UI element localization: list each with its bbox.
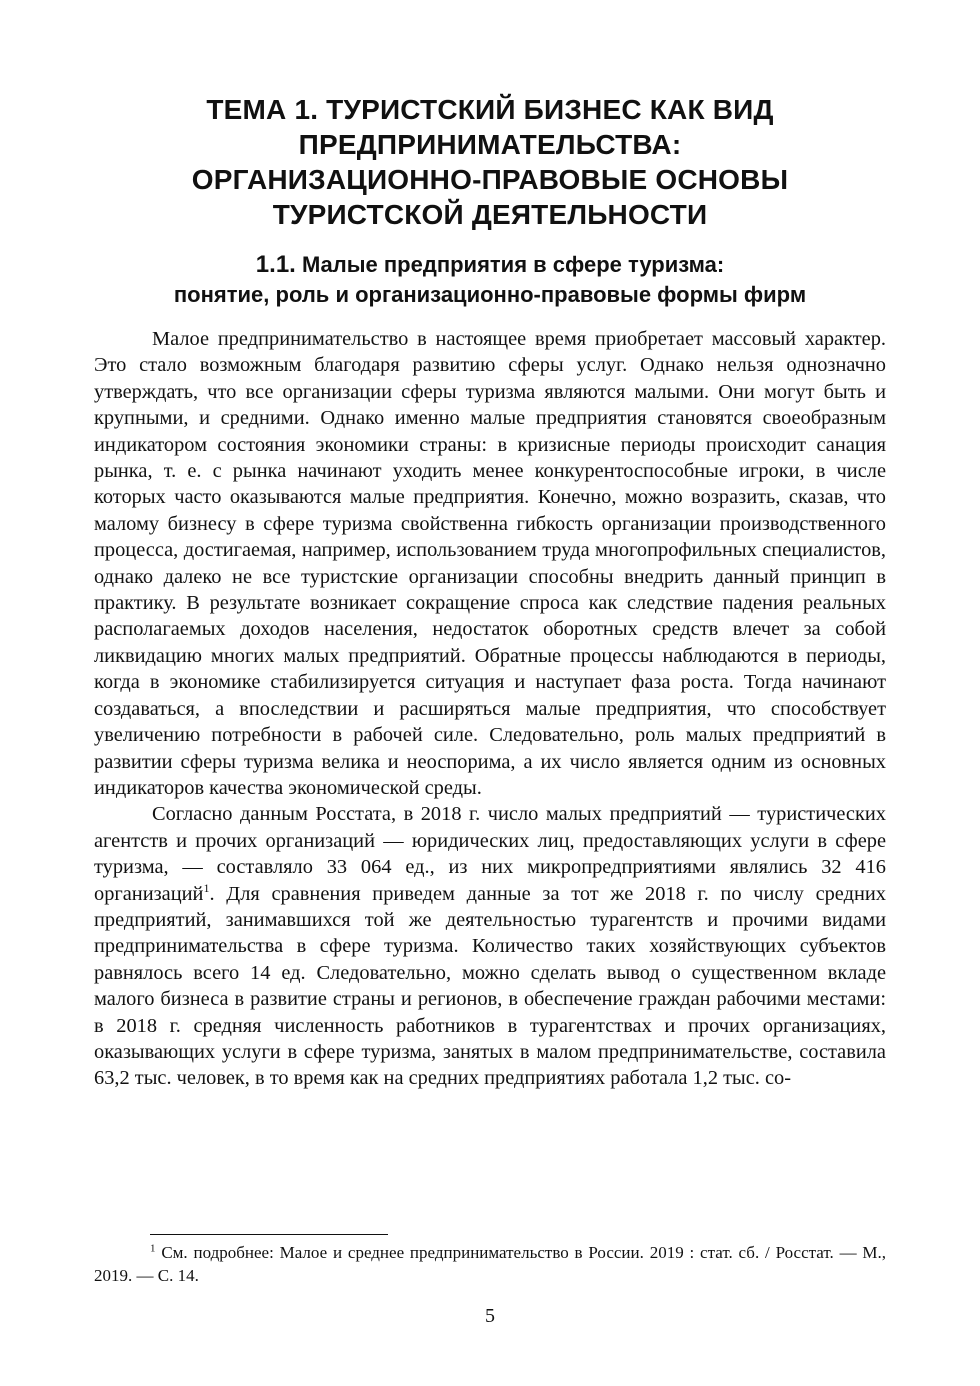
- footnote-text: См. подробнее: Малое и среднее предпринимательство в России. 2019 : стат. сб. / Росстат. — М., 2019. — С. 14.: [94, 1243, 886, 1285]
- chapter-title-line: ТУРИСТСКОЙ ДЕЯТЕЛЬНОСТИ: [272, 199, 708, 230]
- section-title-text: Малые предприятия в сфере туризма:: [301, 252, 725, 277]
- footnote-reference[interactable]: 1: [203, 880, 210, 895]
- section-title-line-1: [94, 250, 886, 280]
- paragraph-2: [94, 801, 886, 1091]
- chapter-title-line: ТЕМА 1. ТУРИСТСКИЙ БИЗНЕС КАК ВИД: [206, 94, 774, 125]
- paragraph-2-text-end: . Для сравнения приведем данные за тот же 2018 г. по числу средних предприятий, занимавшихся той же деятельностью турагентств и прочими видами предпринимательства в сфере туризма. Количество таких хозяйствующих субъектов равнялось всего 14 ед. Следовательно, можно сделать вывод о существенном вкладе малого бизнеса в развитие страны и регионов, в обеспечение граждан рабочими местами: в 2018 г. средняя численность работников в турагентствах и прочих организациях, оказывающих услуги в сфере туризма, занятых в малом предпринимательстве, составила 63,2 тыс. человек, в то время как на средних предприятиях работала 1,2 тыс. со-: [94, 882, 886, 1090]
- page-number: 5: [485, 1305, 495, 1327]
- page-content: [94, 92, 886, 1092]
- section-title: [94, 250, 886, 310]
- section-title-line-2: понятие, роль и организационно-правовые формы фирм: [173, 282, 807, 307]
- footnote-divider: [150, 1234, 388, 1235]
- footnote-mark: 1: [150, 1242, 156, 1255]
- section-number: 1.1.: [255, 251, 296, 278]
- chapter-title-line: ОРГАНИЗАЦИОННО-ПРАВОВЫЕ ОСНОВЫ: [191, 164, 789, 195]
- chapter-title-line: ПРЕДПРИНИМАТЕЛЬСТВА:: [298, 129, 682, 160]
- paragraph-1: Малое предпринимательство в настоящее время приобретает массовый характер. Это стало возможным благодаря развитию сферы услуг. Однако нельзя однозначно утверждать, что все организации сферы туризма являются малыми. Они могут быть и крупными, и средними. Однако именно малые предприятия становятся своеобразным индикатором состояния экономики страны: в кризисные периоды происходит санация рынка, т. е. с рынка начинают уходить менее конкурентоспособные игроки, в числе которых часто оказываются малые предприятия. Конечно, можно возразить, сказав, что малому бизнесу в сфере туризма свойственна гибкость организации производственного процесса, достигаемая, например, использованием труда многопрофильных специалистов, однако далеко не все туристские организации способны внедрить данный принцип в практику. В результате возникает сокращение спроса как следствие падения реальных располагаемых доходов населения, недостаток оборотных средств влечет за собой ликвидацию многих малых предприятий. Обратные процессы наблюдаются в периоды, когда в экономике стабилизируется ситуация и наступает фаза роста. Тогда начинают создаваться, а впоследствии и расширяться малые предприятия, что способствует увеличению потребности в рабочей силе. Следовательно, роль малых предприятий в развитии сферы туризма велика и неоспорима, а их число является одним из основных индикаторов качества экономической среды.: [94, 328, 886, 799]
- footnote: [94, 1242, 886, 1287]
- chapter-title: [94, 92, 886, 232]
- paragraph-2-text-start: Согласно данным Росстата, в 2018 г. число малых предприятий — туристических агентств и прочих организаций — юридических лиц, предоставляющих услуги в сфере туризма, — составляло 33 064 ед., из них микропредприятиями являлись 32 416 организаций: [94, 803, 886, 905]
